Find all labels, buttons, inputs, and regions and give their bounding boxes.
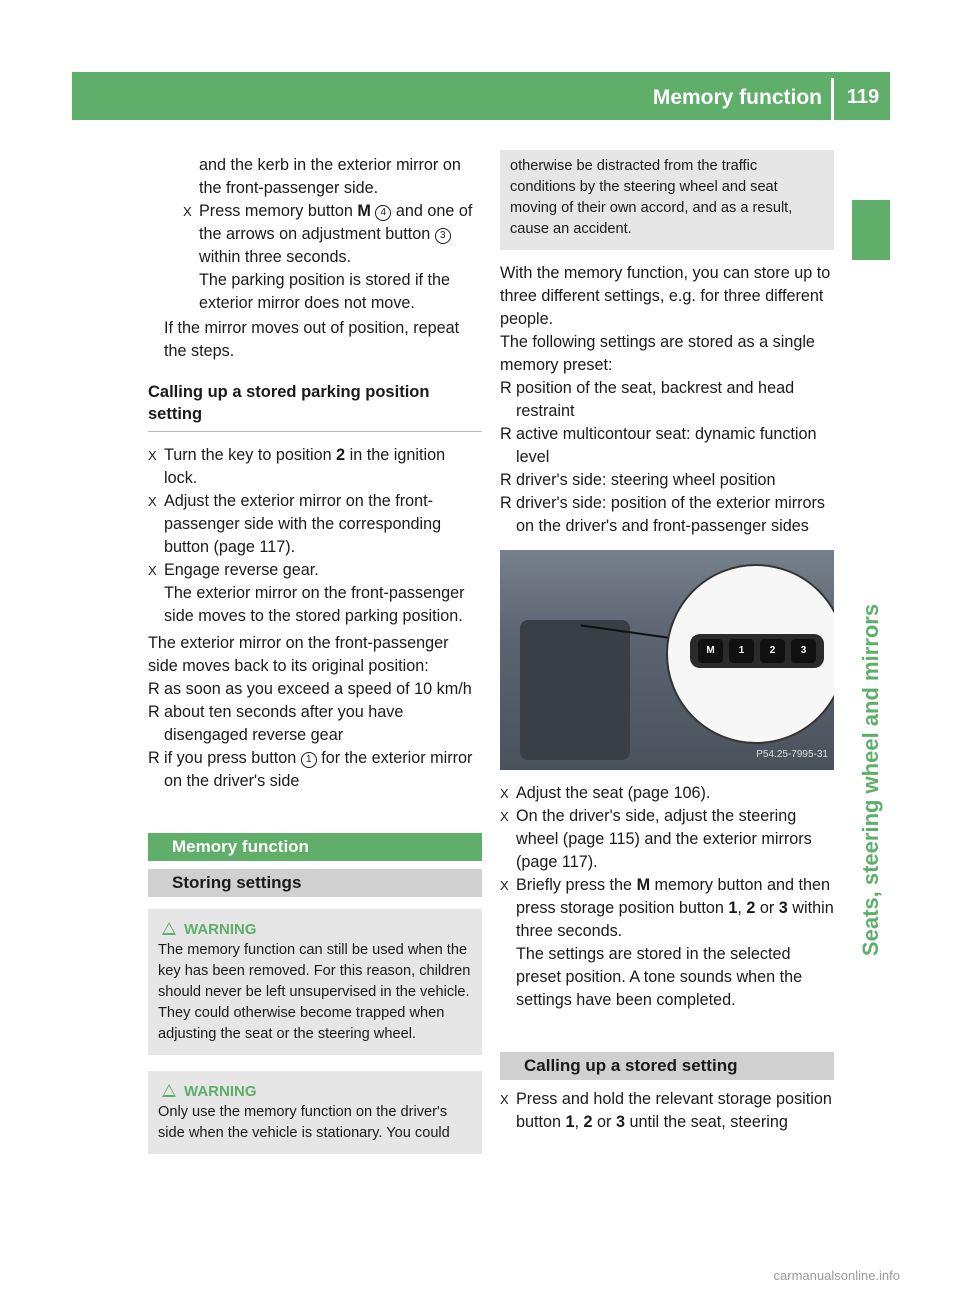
warning-icon xyxy=(162,922,176,935)
list-item: R about ten seconds after you have disengaged reverse gear xyxy=(148,703,404,744)
list-item: R driver's side: position of the exterior mirrors on the driver's and front-passenger sides xyxy=(500,494,825,535)
paragraph: The exterior mirror on the front-passenger side moves back to its original position: xyxy=(148,634,449,675)
step: X Engage reverse gear. The exterior mirror on the front-passenger side moves to the stored parking position. xyxy=(148,561,465,625)
image-code: P54.25-7995-31 xyxy=(756,749,828,760)
step: X Press and hold the relevant storage position button 1, 2 or 3 until the seat, steering xyxy=(500,1090,832,1131)
warning-box-continued: otherwise be distracted from the traffic conditions by the steering wheel and seat moving of their own accord, and as a result, cause an accident. xyxy=(500,150,834,250)
memory-button-strip xyxy=(690,634,824,668)
callout-3: 3 xyxy=(435,228,451,244)
paragraph: and the kerb in the exterior mirror on the front-passenger side. xyxy=(199,156,461,197)
chapter-tab xyxy=(852,200,890,260)
list-item: R position of the seat, backrest and head restraint xyxy=(500,379,795,420)
memory-button-1: 1 xyxy=(729,639,754,663)
list-item: R driver's side: steering wheel position xyxy=(500,471,776,489)
callout-4: 4 xyxy=(375,205,391,221)
magnifier xyxy=(666,564,834,744)
subsection-heading: Storing settings xyxy=(148,869,482,897)
subsection-heading: Calling up a stored setting xyxy=(500,1052,834,1080)
footer-watermark: carmanualsonline.info xyxy=(773,1268,900,1283)
step: X Press memory button M 4 and one of the arrows on adjustment button 3 within three seconds. The parking position is stored if the exterior mirror does not move. xyxy=(183,202,473,312)
memory-button-2: 2 xyxy=(760,639,785,663)
warning-box: WARNING Only use the memory function on the driver's side when the vehicle is stationary. You could xyxy=(148,1071,482,1154)
paragraph: With the memory function, you can store up to three different settings, e.g. for three different people. xyxy=(500,264,831,328)
header-separator xyxy=(831,78,834,120)
page-number: 119 xyxy=(846,86,880,108)
chapter-title: Seats, steering wheel and mirrors xyxy=(858,603,883,957)
step: X Adjust the seat (page 106). xyxy=(500,784,711,802)
step: X On the driver's side, adjust the steering wheel (page 115) and the exterior mirrors (page 117). xyxy=(500,807,812,871)
list-item: R if you press button 1 for the exterior mirror on the driver's side xyxy=(148,749,473,790)
left-column xyxy=(148,154,482,1154)
right-column xyxy=(500,150,834,1134)
door-panel xyxy=(520,620,630,760)
list-item: R as soon as you exceed a speed of 10 km/h xyxy=(148,680,472,698)
warning-box: WARNING The memory function can still be used when the key has been removed. For this reason, children should never be left unsupervised in the vehicle. They could otherwise become trapped when adjusting the seat or the steering wheel. xyxy=(148,909,482,1055)
memory-button-m: M xyxy=(698,639,723,663)
page-title: Memory function xyxy=(652,86,822,109)
page-ref[interactable]: page 117). xyxy=(218,538,296,556)
step: X Adjust the exterior mirror on the front-passenger side with the corresponding button (page 117). xyxy=(148,492,442,556)
memory-button-3: 3 xyxy=(791,639,816,663)
warning-icon xyxy=(162,1084,176,1097)
callout-1: 1 xyxy=(301,752,317,768)
step: X Turn the key to position 2 in the ignition lock. xyxy=(148,446,446,487)
subheading: Calling up a stored parking position setting xyxy=(148,381,482,432)
section-heading: Memory function xyxy=(148,833,482,861)
memory-buttons-photo xyxy=(500,550,834,770)
paragraph: The following settings are stored as a single memory preset: xyxy=(500,333,815,374)
page-ref[interactable]: page 106). xyxy=(632,784,711,802)
step: X Briefly press the M memory button and then press storage position button 1, 2 or 3 within three seconds. The settings are stored in the selected preset position. A tone sounds when the settings have been completed. xyxy=(500,876,834,1009)
paragraph: If the mirror moves out of position, repeat the steps. xyxy=(164,319,460,360)
list-item: R active multicontour seat: dynamic function level xyxy=(500,425,817,466)
step-marker: X xyxy=(183,204,192,219)
